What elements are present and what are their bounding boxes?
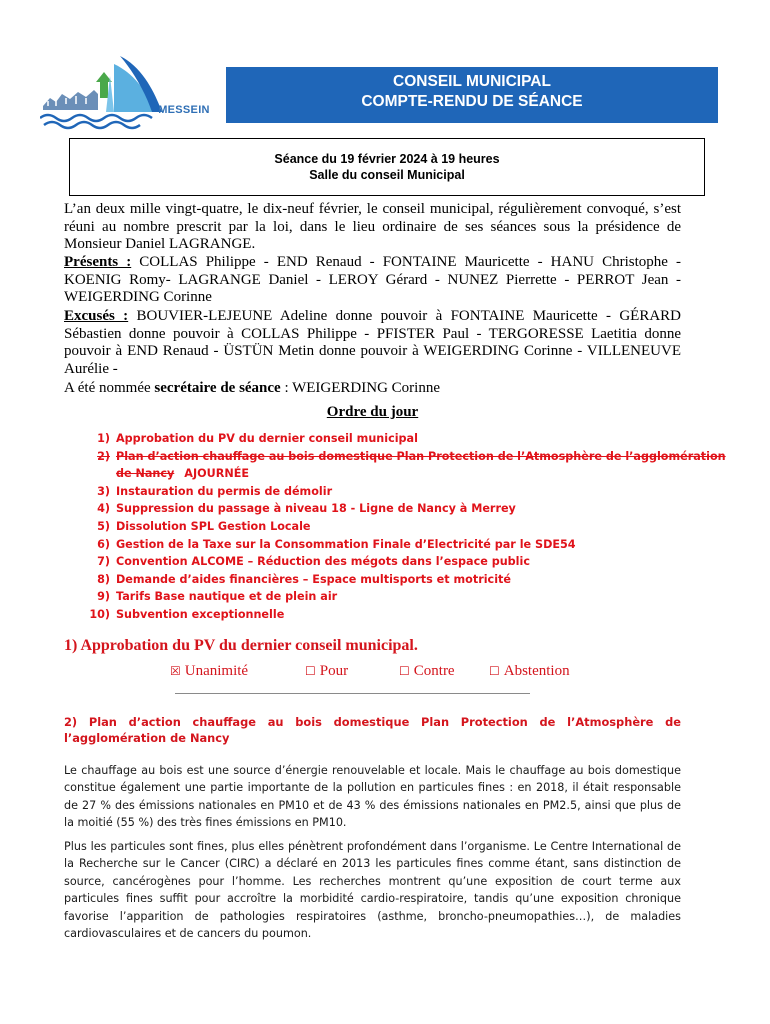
checked-checkbox-icon: ☒ xyxy=(170,664,181,678)
agenda-item-text: Dissolution SPL Gestion Locale xyxy=(116,519,311,533)
agenda-item xyxy=(86,483,686,501)
vote-option-abstention xyxy=(489,663,570,680)
agenda-item-number: 6) xyxy=(97,537,110,551)
agenda-item-number: 9) xyxy=(97,590,110,604)
agenda-item xyxy=(86,448,726,466)
agenda-item xyxy=(86,518,686,536)
excuses-paragraph xyxy=(64,308,681,378)
intro-paragraph: L’an deux mille vingt-quatre, le dix-neuf février, le conseil municipal, régulièrement convoqué, s’est réuni au nombre prescrit par la loi, dans le lieu ordinaire de ses séances sous la présidence de Monsieur Daniel LAGRANGE. xyxy=(64,201,681,252)
vote-option-pour xyxy=(305,663,348,680)
banner-subtitle: COMPTE-RENDU DE SÉANCE xyxy=(361,93,583,110)
agenda-item-text: Demande d’aides financières – Espace multisports et motricité xyxy=(116,572,511,586)
section2-paragraph-1: Le chauffage au bois est une source d’énergie renouvelable et locale. Mais le chauffage au bois domestique constitue également une partie importante de la pollution en particules fines : en 2018, il était responsable de 27 % des émissions nationales en PM10 et de 43 % des émissions nationales en PM2.5, ainsi que plus de la moitié (55 %) des très fines émissions en PM10. xyxy=(64,764,681,830)
messein-logo xyxy=(40,54,215,132)
secretaire-name: : WEIGERDING Corinne xyxy=(280,380,440,396)
agenda-item-text: Approbation du PV du dernier conseil municipal xyxy=(116,432,418,445)
agenda-item-text: Instauration du permis de démolir xyxy=(116,484,333,498)
agenda-item-number: 10) xyxy=(89,607,110,621)
agenda-item-number: 5) xyxy=(97,519,110,533)
vote-option-contre xyxy=(399,663,455,680)
checkbox-icon: ☐ xyxy=(399,664,410,678)
excuses-list: BOUVIER-LEJEUNE Adeline donne pouvoir à FONTAINE Mauricette - GÉRARD Sébastien donne pouvoir à COLLAS Philippe - PFISTER Paul - TERGORESSE Laetitia donne pouvoir à END Renaud - ÜSTÜN Metin donne pouvoir à WEIGERDING Corinne - VILLENEUVE Aurélie - xyxy=(64,308,681,377)
section1-title: 1) Approbation du PV du dernier conseil municipal. xyxy=(64,637,418,654)
vote-option-unanimite xyxy=(170,663,248,680)
agenda-item xyxy=(86,571,686,589)
agenda-title: Ordre du jour xyxy=(326,404,419,420)
presents-list: COLLAS Philippe - END Renaud - FONTAINE Mauricette - HANU Christophe - KOENIG Romy- LAGRANGE Daniel - LEROY Gérard - NUNEZ Pierrette - PERROT Jean - WEIGERDING Corinne xyxy=(64,254,681,305)
agenda-item-number: 4) xyxy=(97,502,110,516)
agenda-item-number: 1) xyxy=(97,432,110,445)
agenda-item-number: 8) xyxy=(97,572,110,586)
section2-title: 2) Plan d’action chauffage au bois domestique Plan Protection de l’Atmosphère de l’agglomération de Nancy xyxy=(64,715,681,745)
section-divider xyxy=(175,693,530,694)
presents-paragraph xyxy=(64,254,681,307)
agenda-item-text: Plan d’action chauffage au bois domestique Plan Protection de l’Atmosphère de l’agglomération xyxy=(116,449,726,463)
checkbox-icon: ☐ xyxy=(489,664,500,678)
sailboat-logo-icon xyxy=(40,54,215,132)
checkbox-icon: ☐ xyxy=(305,664,316,678)
agenda-item-number: 2) xyxy=(97,449,110,463)
agenda-item xyxy=(86,430,686,448)
agenda-item-number: 7) xyxy=(97,555,110,569)
agenda-item-text: Convention ALCOME – Réduction des mégots dans l’espace public xyxy=(116,555,530,569)
agenda-item xyxy=(86,500,686,518)
excuses-label: Excusés : xyxy=(64,308,129,324)
seance-info-box xyxy=(69,138,705,196)
agenda-item xyxy=(86,606,686,624)
secretaire-label: secrétaire de séance xyxy=(154,380,281,396)
logo-text: MESSEIN xyxy=(158,104,210,116)
header-banner xyxy=(226,67,718,123)
agenda-item xyxy=(86,536,686,554)
vote-label: Abstention xyxy=(503,663,570,679)
agenda-item-continuation xyxy=(86,465,686,483)
banner-title: CONSEIL MUNICIPAL xyxy=(393,73,551,90)
agenda-item-text: Tarifs Base nautique et de plein air xyxy=(116,590,338,604)
agenda-list xyxy=(86,430,726,624)
agenda-item-number: 3) xyxy=(97,484,110,498)
section2-paragraph-2: Plus les particules sont fines, plus elles pénètrent profondément dans l’organisme. Le Centre International de la Recherche sur le Cancer (CIRC) a déclaré en 2013 les particules fines comme étant, sans distinction de source, cancérogènes pour l’homme. Les recherches montrent qu’une exposition de court terme aux particules fines suffit pour accroître la morbidité cardio-respiratoire, tandis qu’une exposition chronique favorise l’apparition de pathologies respiratoires (asthme, broncho-pneumopathies…), de maladies cardiovasculaires et de cancers du poumon. xyxy=(64,840,681,941)
agenda-item xyxy=(86,588,686,606)
agenda-item-text: Subvention exceptionnelle xyxy=(116,607,285,621)
secretaire-prefix: A été nommée xyxy=(64,380,155,396)
vote-label: Unanimité xyxy=(184,663,249,679)
agenda-item-text: Suppression du passage à niveau 18 - Ligne de Nancy à Merrey xyxy=(116,502,516,516)
agenda-item xyxy=(86,553,686,571)
seance-location: Salle du conseil Municipal xyxy=(309,168,465,182)
presents-label: Présents : xyxy=(64,254,132,270)
vote-label: Pour xyxy=(319,663,349,679)
agenda-item-text: de Nancy xyxy=(116,467,175,481)
secretaire-line xyxy=(64,380,681,398)
seance-date: Séance du 19 février 2024 à 19 heures xyxy=(274,152,500,166)
agenda-item-postponed: AJOURNÉE xyxy=(184,467,249,481)
agenda-item-text: Gestion de la Taxe sur la Consommation Finale d’Electricité par le SDE54 xyxy=(116,537,576,551)
vote-label: Contre xyxy=(413,663,455,679)
